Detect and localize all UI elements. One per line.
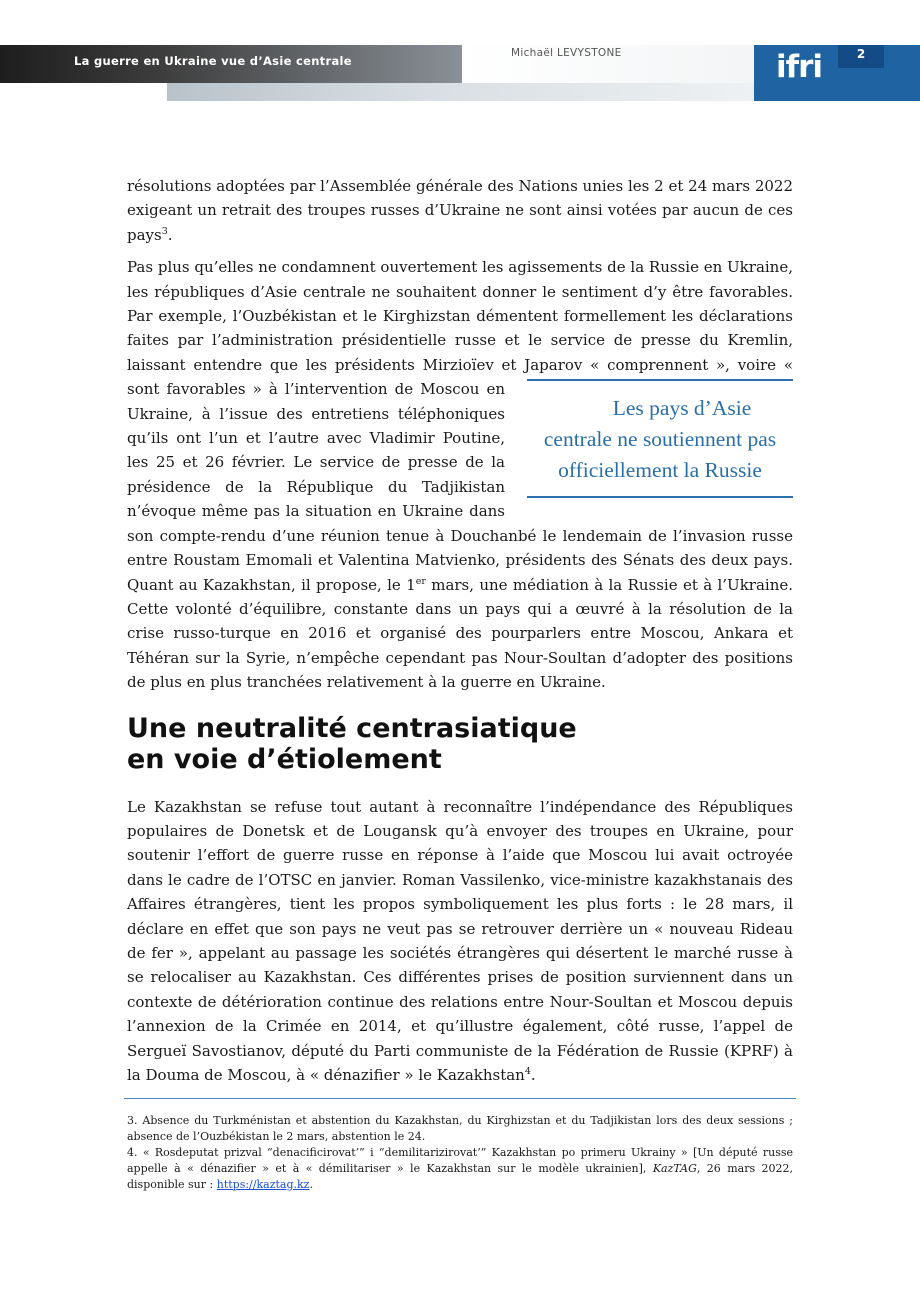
footnote-3: 3. Absence du Turkménistan et abstention du Kazakhstan, du Kirghizstan et du Tadjikistan lors des deux sessions ; absence de l’Ouzbékistan le 2 mars, abstention le 24.	[127, 1114, 793, 1143]
footnote-ref[interactable]: 4	[524, 1066, 531, 1077]
pull-quote: Les pays d’Asie centrale ne soutiennent pas officiellement la Russie	[527, 379, 793, 498]
paragraph-text: « sont favorables » à l’intervention de Moscou en Ukraine, à l’issue des entretiens téléphoniques qu’ils ont l’un et l’autre avec Vladimir Poutine, les 25 et 26 février. Le service de presse de la présidence de la République du Tadjikistan n’évoque même pas la situation en Ukraine dans son compte-rendu d’une réunion tenue à Douchanbé le lendemain de l’invasion russe entre Roustam Emomali et Valentina Matvienko, présidents des Sénats des deux pays. Quant au Kazakhstan, il propose, le 1	[127, 355, 793, 594]
section-heading-line: Une neutralité centrasiatique	[127, 712, 577, 744]
paragraph	[127, 255, 793, 694]
header-band-light	[167, 83, 754, 101]
paragraph-text: résolutions adoptées par l’Assemblée générale des Nations unies les 2 et 24 mars 2022 exigeant un retrait des troupes russes d’Ukraine ne sont ainsi votées par aucun de ces pays	[127, 177, 793, 244]
footnote-text: 4. « Rosdeputat prizval “denacificirovat’” i “demilitarizirovat’” Kazakhstan po primeru Ukrainy » [Un député russe appelle à « dénazifier » et à « démilitariser » le Kazakhstan sur le modèle ukrainien],	[127, 1146, 793, 1175]
footnote-4	[127, 1145, 793, 1193]
ordinal-sup: er	[415, 575, 426, 587]
section-heading	[127, 713, 793, 775]
section-heading-line: en voie d’étiolement	[127, 743, 442, 775]
footnotes	[127, 1113, 793, 1193]
paragraph-end: .	[530, 1066, 536, 1084]
footnote-text: , 26 mars 2022, disponible sur :	[127, 1162, 793, 1191]
paragraph	[127, 174, 793, 247]
footnote-source: KazTAG	[652, 1162, 697, 1175]
ifri-logo: ifri	[776, 49, 823, 85]
paragraph	[127, 795, 793, 1088]
paragraph-end: .	[167, 225, 173, 244]
footnote-separator	[124, 1098, 796, 1099]
paragraph-text: mars, une médiation à la Russie et à l’Ukraine. Cette volonté d’équilibre, constante dans un pays qui a œuvré à la résolution de la crise russo-turque en 2016 et organisé des pourparlers entre Moscou, Ankara et Téhéran sur la Syrie, n’empêche cependant pas Nour-Soultan d’adopter des positions de plus en plus tranchées relativement à la guerre en Ukraine.	[127, 575, 794, 692]
paragraph-text: Pas plus qu’elles ne condamnent ouvertement les agissements de la Russie en Ukraine, les républiques d’Asie centrale ne souhaitent donner le sentiment d’y être favorables. Par exemple, l’Ouzbékistan et le Kirghizstan démentent formellement les déclarations faites par l’administration présidentielle russe et le service de presse du Kremlin, laissant entendre que les présidents Mirzioïev et Japarov « comprennent », voire	[127, 258, 793, 374]
running-title: La guerre en Ukraine vue d’Asie centrale	[74, 54, 352, 68]
footnote-end: .	[309, 1178, 313, 1191]
paragraph-text: Le Kazakhstan se refuse tout autant à reconnaître l’indépendance des Républiques populaires de Donetsk et de Lougansk qu’à envoyer des troupes en Ukraine, pour soutenir l’effort de guerre russe en réponse à l’aide que Moscou lui avait octroyée dans le cadre de l’OTSC en janvier. Roman Vassilenko, vice-ministre kazakhstanais des Affaires étrangères, tient les propos symboliquement les plus forts : le 28 mars, il déclare en effet que son pays ne veut pas se retrouver derrière un « nouveau Rideau de fer », appelant au passage les sociétés étrangères qui désertent le marché russe à se relocaliser au Kazakhstan. Ces différentes prises de position surviennent dans un contexte de détérioration continue des relations entre Nour-Soultan et Moscou depuis l’annexion de la Crimée en 2014, et qu’illustre également, côté russe, l’appel de Sergueï Savostianov, député du Parti communiste de la Fédération de Russie (KPRF) à la Douma de Moscou, à « dénazifier » le Kazakhstan	[127, 797, 793, 1084]
main-content	[127, 174, 793, 1095]
footnote-ref[interactable]: 3	[161, 225, 168, 237]
footnote-link[interactable]: https://kaztag.kz	[216, 1178, 310, 1191]
running-author: Michaël LEVYSTONE	[511, 47, 622, 59]
page-number: 2	[856, 47, 866, 61]
